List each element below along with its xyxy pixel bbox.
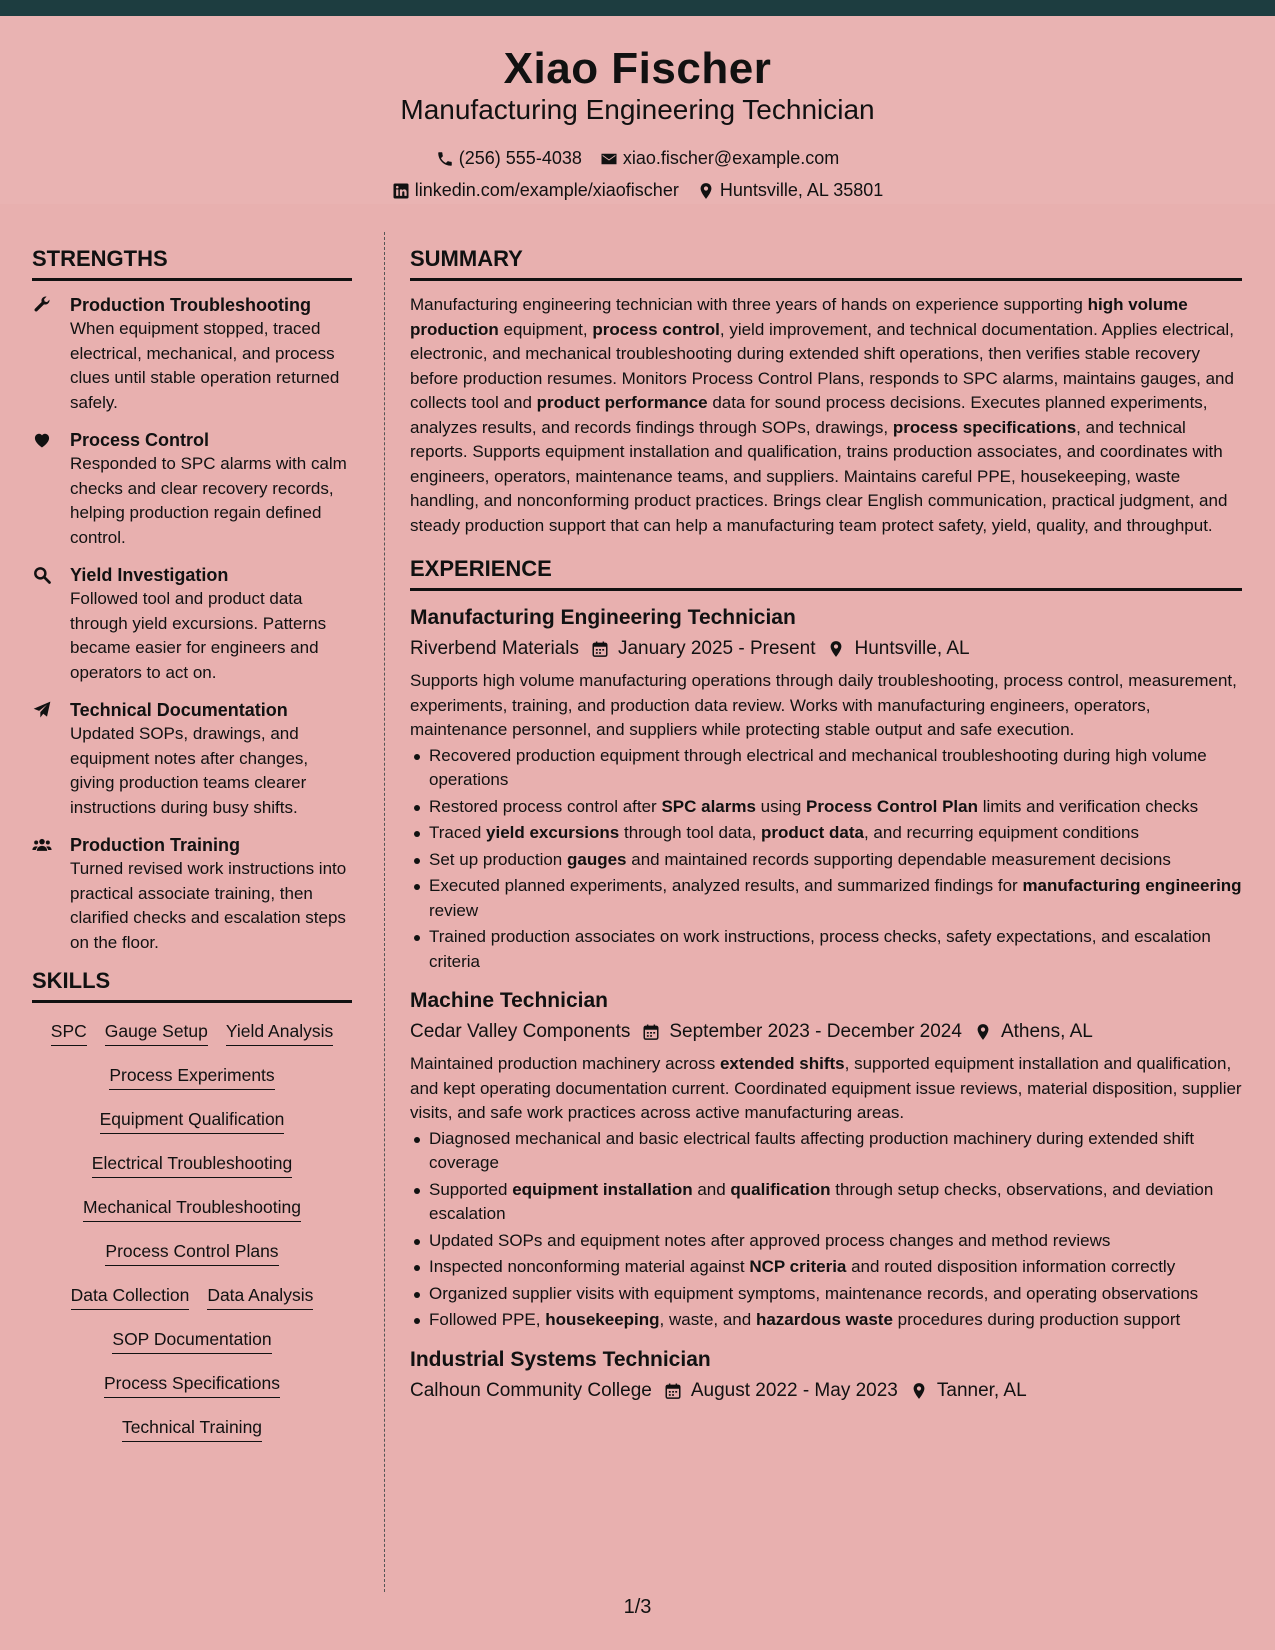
job-bullet: Updated SOPs and equipment notes after approved process changes and method reviews <box>410 1229 1242 1254</box>
left-column <box>32 246 352 1442</box>
job-bullet: Executed planned experiments, analyzed results, and summarized findings for manufacturing engineering review <box>410 874 1242 923</box>
strength-title: Production Troubleshooting <box>70 295 311 315</box>
job-title: Machine Technician <box>410 989 608 1012</box>
skill-tag: Gauge Setup <box>105 1021 208 1046</box>
email-contact[interactable] <box>600 148 839 169</box>
top-bar <box>0 0 1275 16</box>
jobs-list <box>410 603 1242 1407</box>
linkedin-contact[interactable] <box>392 180 679 201</box>
job-bullet: Inspected nonconforming material against NCP criteria and routed disposition information correctly <box>410 1255 1242 1280</box>
job-entry <box>410 986 1242 1333</box>
job-bullets <box>410 744 1242 975</box>
strength-item <box>32 698 352 820</box>
strength-title: Process Control <box>70 430 210 450</box>
job-bullet: Followed PPE, housekeeping, waste, and hazardous waste procedures during production support <box>410 1308 1242 1333</box>
users-icon <box>32 833 56 955</box>
job-location-text: Huntsville, AL <box>854 638 970 659</box>
skill-tag: Process Experiments <box>109 1065 274 1090</box>
job-title: Industrial Systems Technician <box>410 1347 711 1371</box>
job-location-text: Tanner, AL <box>936 1379 1027 1401</box>
job-bullet: Diagnosed mechanical and basic electrical faults affecting production machinery during extended shift coverage <box>410 1127 1242 1176</box>
company-name: Riverbend Materials <box>410 638 579 659</box>
strength-title: Yield Investigation <box>70 565 229 585</box>
heart-icon <box>32 428 56 550</box>
job-dates-text: September 2023 - December 2024 <box>669 1021 962 1042</box>
calendar-icon <box>591 640 609 658</box>
skills-row <box>32 1285 352 1310</box>
job-meta <box>410 1016 1242 1048</box>
linkedin-text[interactable]: linkedin.com/example/xiaofischer <box>414 180 679 200</box>
location-text: Huntsville, AL 35801 <box>719 180 884 200</box>
job-location <box>974 1016 1093 1048</box>
phone-contact <box>436 148 582 169</box>
map-pin-icon <box>974 1023 992 1041</box>
summary-text: Manufacturing engineering technician with three years of hands on experience supporting high volume production equipment, process control, yield improvement, and technical documentation. Applies electrical, electronic, and mechanical troubleshooting during extended shift operations, then verifies stable recovery before production resumes. Monitors Process Control Plans, responds to SPC alarms, maintains gauges, and collects tool and product performance data for sound process decisions. Executes planned experiments, analyzes results, and records findings through SOPs, drawings, process specifications, and technical reports. Supports equipment installation and qualification, trains production associates, and coordinates with engineers, operators, maintenance teams, and suppliers. Maintains careful PPE, housekeeping, waste handling, and nonconforming product practices. Brings clear English communication, practical judgment, and steady production support that can help a manufacturing team protect safety, yield, quality, and throughput. <box>410 295 1234 535</box>
strength-item <box>32 428 352 550</box>
skills-row <box>32 1021 352 1046</box>
location-contact <box>697 180 883 201</box>
skill-tag: Equipment Qualification <box>100 1109 285 1134</box>
job-dates <box>664 1375 898 1407</box>
strength-item <box>32 833 352 955</box>
skill-tag: Technical Training <box>122 1417 262 1442</box>
map-pin-icon <box>697 182 715 200</box>
resume-header <box>0 16 1275 204</box>
skills-row <box>32 1153 352 1178</box>
skills-row <box>32 1417 352 1442</box>
skills-list <box>32 1015 352 1442</box>
company-name: Calhoun Community College <box>410 1379 652 1401</box>
skills-row <box>32 1241 352 1266</box>
skills-row <box>32 1109 352 1134</box>
skills-row <box>32 1373 352 1398</box>
contact-row-2 <box>0 180 1275 201</box>
job-location <box>827 633 969 665</box>
summary-heading: SUMMARY <box>410 246 1242 281</box>
job-bullet: Organized supplier visits with equipment symptoms, maintenance records, and operating observations <box>410 1282 1242 1307</box>
job-meta <box>410 633 1242 665</box>
candidate-name: Xiao Fischer <box>503 44 772 93</box>
page-number: 1/3 <box>623 1596 652 1618</box>
skills-row <box>32 1329 352 1354</box>
job-description: Maintained production machinery across extended shifts, supported equipment installation and qualification, and kept operating documentation current. Coordinated equipment issue reviews, material disposition, supplier visits, and safe work practices across active manufacturing areas. <box>410 1054 1242 1122</box>
job-title: Manufacturing Engineering Technician <box>410 606 796 629</box>
skills-row <box>32 1065 352 1090</box>
job-dates-text: January 2025 - Present <box>617 638 816 659</box>
experience-heading: EXPERIENCE <box>410 556 1242 591</box>
skill-tag: Data Collection <box>71 1285 190 1310</box>
email-text[interactable]: xiao.fischer@example.com <box>622 148 840 168</box>
job-location-text: Athens, AL <box>1000 1021 1093 1042</box>
company-name: Cedar Valley Components <box>410 1021 631 1042</box>
map-pin-icon <box>910 1382 928 1400</box>
job-bullet: Restored process control after SPC alarms using Process Control Plan limits and verification checks <box>410 795 1242 820</box>
strength-title: Technical Documentation <box>70 700 288 720</box>
map-pin-icon <box>827 640 845 658</box>
skills-row <box>32 1197 352 1222</box>
job-entry <box>410 1345 1242 1407</box>
contact-row-1 <box>0 148 1275 169</box>
strength-item <box>32 293 352 415</box>
column-divider <box>384 232 385 1592</box>
job-bullet: Trained production associates on work instructions, process checks, safety expectations, and escalation criteria <box>410 925 1242 974</box>
strength-item <box>32 563 352 685</box>
strength-title: Production Training <box>70 835 240 855</box>
job-entry <box>410 603 1242 974</box>
skill-tag: Yield Analysis <box>226 1021 333 1046</box>
paper-plane-icon <box>32 698 56 820</box>
job-location <box>910 1375 1027 1407</box>
job-bullet: Recovered production equipment through electrical and mechanical troubleshooting during high volume operations <box>410 744 1242 793</box>
skill-tag: Process Specifications <box>104 1373 280 1398</box>
job-bullets <box>410 1127 1242 1333</box>
phone-icon <box>436 150 454 168</box>
right-column <box>410 246 1242 1419</box>
strength-desc: Followed tool and product data through yield excursions. Patterns became easier for engineers and operators to act on. <box>70 589 327 682</box>
job-dates <box>642 1016 962 1048</box>
skill-tag: Data Analysis <box>207 1285 313 1310</box>
job-meta <box>410 1375 1242 1407</box>
skill-tag: SPC <box>51 1021 87 1046</box>
strengths-list <box>32 293 352 955</box>
job-description: Supports high volume manufacturing operations through daily troubleshooting, process control, measurement, experiments, training, and production data review. Works with manufacturing engineers, operators, maintenance personnel, and suppliers while protecting stable output and safe execution. <box>410 671 1237 739</box>
job-bullet: Supported equipment installation and qualification through setup checks, observations, and deviation escalation <box>410 1178 1242 1227</box>
candidate-title: Manufacturing Engineering Technician <box>400 94 875 125</box>
skill-tag: Electrical Troubleshooting <box>92 1153 292 1178</box>
envelope-icon <box>600 150 618 168</box>
linkedin-icon <box>392 182 410 200</box>
skill-tag: SOP Documentation <box>112 1329 271 1354</box>
skills-heading: SKILLS <box>32 968 352 1003</box>
skill-tag: Mechanical Troubleshooting <box>83 1197 301 1222</box>
phone-text: (256) 555-4038 <box>458 148 582 168</box>
search-icon <box>32 563 56 685</box>
strengths-heading: STRENGTHS <box>32 246 352 281</box>
wrench-icon <box>32 293 56 415</box>
job-dates-text: August 2022 - May 2023 <box>690 1379 898 1401</box>
calendar-icon <box>664 1382 682 1400</box>
strength-desc: Updated SOPs, drawings, and equipment notes after changes, giving production teams clearer instructions during busy shifts. <box>70 724 309 817</box>
strength-desc: Turned revised work instructions into practical associate training, then clarified checks and escalation steps on the floor. <box>70 859 347 952</box>
strength-desc: Responded to SPC alarms with calm checks and clear recovery records, helping production regain defined control. <box>70 454 347 547</box>
job-bullet: Traced yield excursions through tool data, product data, and recurring equipment conditions <box>410 821 1242 846</box>
skill-tag: Process Control Plans <box>105 1241 278 1266</box>
job-bullet: Set up production gauges and maintained records supporting dependable measurement decisions <box>410 848 1242 873</box>
job-dates <box>591 633 816 665</box>
calendar-icon <box>642 1023 660 1041</box>
strength-desc: When equipment stopped, traced electrical, mechanical, and process clues until stable operation returned safely. <box>70 319 340 412</box>
